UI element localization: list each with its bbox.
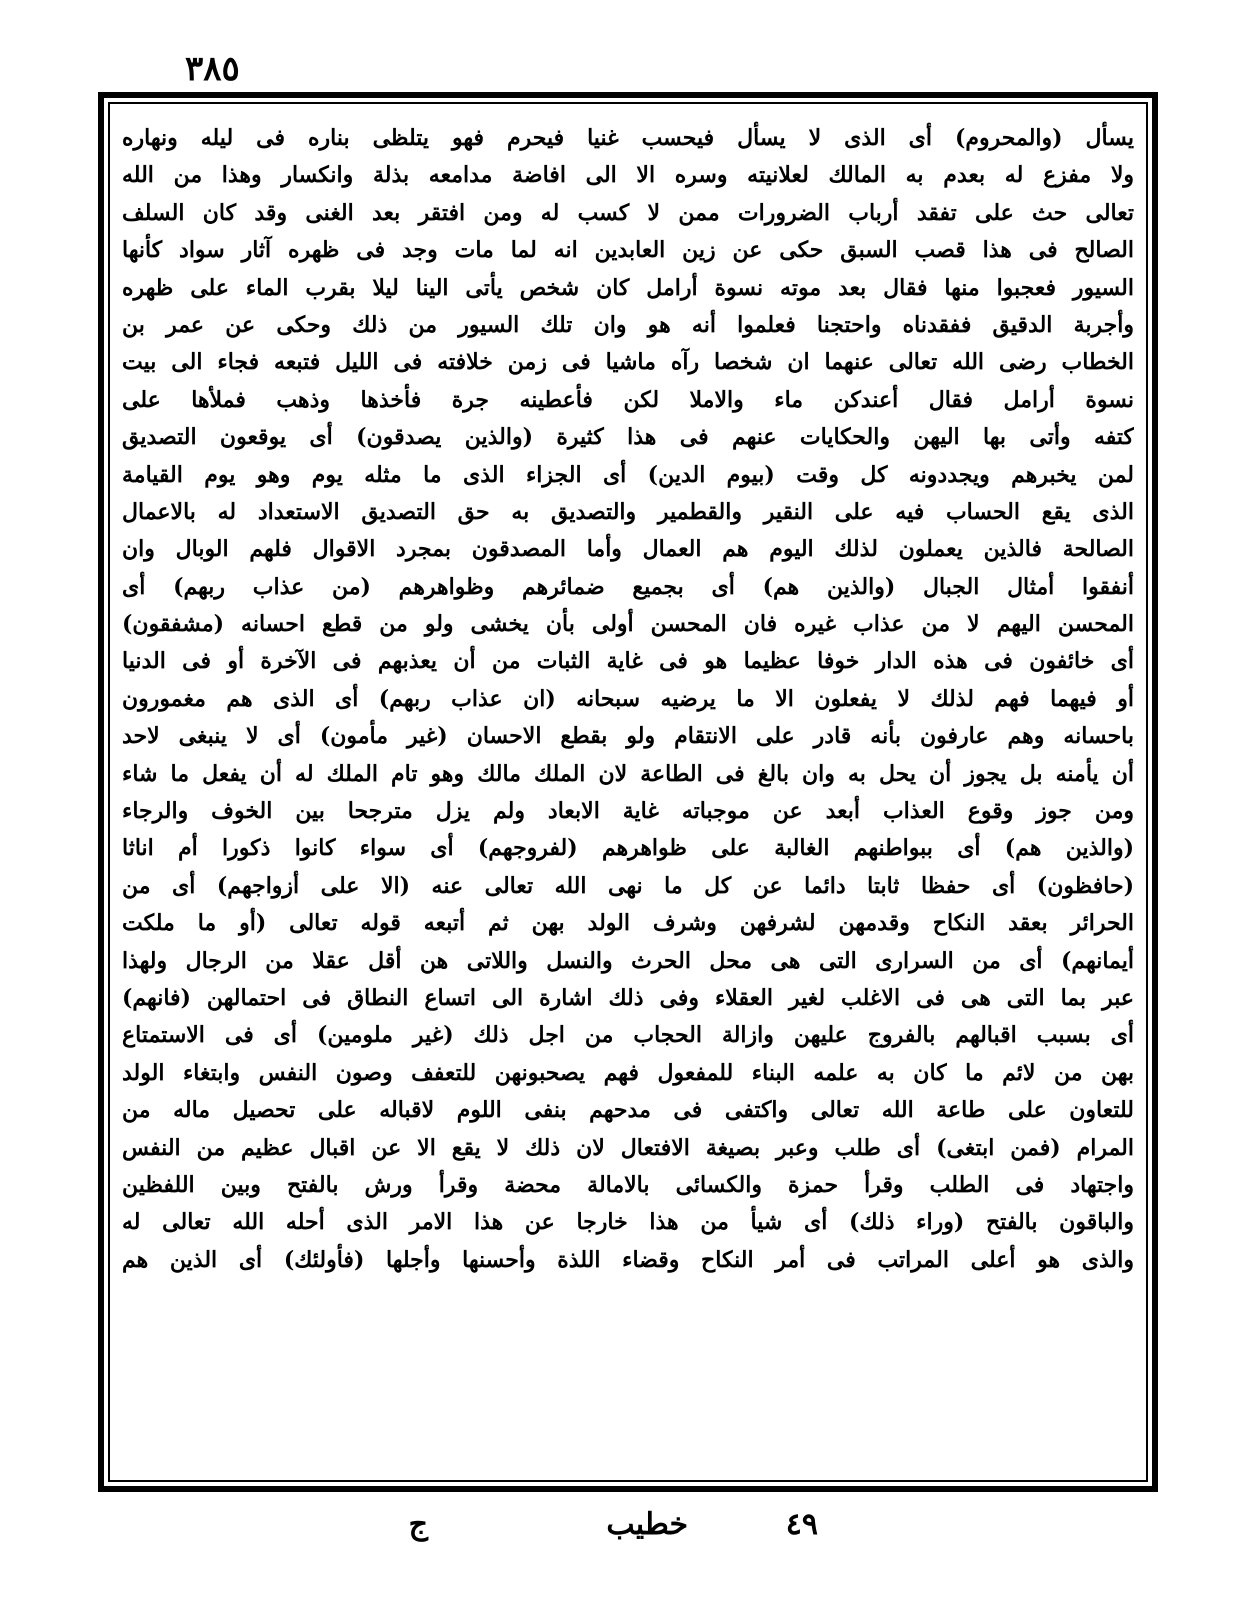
- text-line: واجتهاد فى الطلب وقرأ حمزة والكسائى بالامالة محضة وقرأ ورش بالفتح وبين اللفظين: [122, 1171, 1134, 1198]
- text-line: يسأل (والمحروم) أى الذى لا يسأل فيحسب غنيا فيحرم فهو يتلظى بناره فى ليله ونهاره: [122, 125, 1134, 151]
- text-line: المرام (فمن ابتغى) أى طلب وعبر بصيغة الافتعال لان ذلك لا يقع الا عن اقبال عظيم من النفس: [122, 1134, 1134, 1161]
- text-line: بهن من لائم ما كان به علمه البناء للمفعول فهم يصحبونهن للتعفف وصون النفس وابتغاء الولد: [122, 1059, 1134, 1086]
- text-line: وأجربة الدقيق ففقدناه واحتجنا فعلموا أنه هو وان تلك السيور من ذلك وحكى عن عمر بن: [122, 311, 1134, 338]
- text-line: (حافظون) أى حفظا ثابتا دائما عن كل ما نهى الله تعالى عنه (الا على أزواجهم) أى من: [122, 872, 1134, 899]
- footer-signature-number: ٤٩: [785, 1507, 818, 1542]
- text-line: ولا مفزع له بعدم به المالك لعلانيته وسره الا الى افاضة مدامعه بذلة وانكسار وهذا من الله: [122, 162, 1134, 189]
- main-text-block: [122, 120, 1134, 1472]
- text-line: أو فيهما فهم لذلك لا يفعلون الا ما يرضيه سبحانه (ان عذاب ربهم) أى الذى هم مغمورون: [122, 685, 1134, 712]
- text-line: الصالحة فالذين يعملون لذلك اليوم هم العمال وأما المصدقون بمجرد الاقوال فلهم الوبال وان: [122, 536, 1134, 563]
- text-line: أن يأمنه بل يجوز أن يحل به وان بالغ فى الطاعة لان الملك مالك وهو تام الملك له أن يفعل ما شاء: [122, 760, 1134, 787]
- text-line: أى بسبب اقبالهم بالفروج عليهن وازالة الحجاب من اجل ذلك (غير ملومين) أى فى الاستمتاع: [122, 1022, 1134, 1049]
- page-footer: [98, 1500, 1158, 1550]
- text-line: الحرائر بعقد النكاح وقدمهن لشرفهن وشرف الولد بهن ثم أتبعه قوله تعالى (أو ما ملكت: [122, 910, 1134, 937]
- text-line: (والذين هم) أى ببواطنهم الغالبة على ظواهرهم (لفروجهم) أى سواء كانوا ذكورا أم اناثا: [122, 835, 1134, 862]
- text-line: المحسن اليهم لا من عذاب غيره فان المحسن أولى بأن يخشى ولو من قطع احسانه (مشفقون): [122, 611, 1134, 638]
- text-line: أيمانهم) أى من السرارى التى هى محل الحرث والنسل واللاتى هن أقل عقلا من الرجال ولهذا: [122, 947, 1134, 974]
- text-line: نسوة أرامل فقال أعندكن ماء والاملا لكن فأعطينه جرة فأخذها وذهب فملأها على: [122, 386, 1134, 413]
- footer-volume-letter: ج: [408, 1507, 428, 1542]
- text-line: الخطاب رضى الله تعالى عنهما ان شخصا رآه ماشيا فى زمن خلافته فى الليل فتبعه فجاء الى بيت: [122, 349, 1134, 376]
- text-line: لمن يخبرهم ويجددونه كل وقت (بيوم الدين) أى الجزاء الذى ما مثله يوم وهو يوم القيامة: [122, 461, 1134, 488]
- text-line: أى خائفون فى هذه الدار خوفا عظيما هو فى غاية الثبات من أن يعذبهم فى الآخرة أو فى الدنيا: [122, 648, 1134, 675]
- text-line: باحسانه وهم عارفون بأنه قادر على الانتقام ولو بقطع الاحسان (غير مأمون) أى لا ينبغى لاحد: [122, 723, 1134, 750]
- text-line: كتفه وأتى بها اليهن والحكايات عنهم فى هذا كثيرة (والذين يصدقون) أى يوقعون التصديق: [122, 424, 1134, 451]
- text-line: والباقون بالفتح (وراء ذلك) أى شيأ من هذا خارجا عن هذا الامر الذى أحله الله تعالى له: [122, 1209, 1134, 1236]
- text-line: والذى هو أعلى المراتب فى أمر النكاح وقضاء اللذة وأحسنها وأجلها (فأولئك) أى الذين هم: [122, 1246, 1134, 1273]
- text-line: للتعاون على طاعة الله تعالى واكتفى فى مدحهم بنفى اللوم لاقباله على تحصيل ماله من: [122, 1097, 1134, 1124]
- text-line: تعالى حث على تفقد أرباب الضرورات ممن لا كسب له ومن افتقر بعد الغنى وقد كان السلف: [122, 199, 1134, 226]
- page-number: ٣٨٥: [185, 49, 240, 89]
- text-line: الصالح فى هذا قصب السبق حكى عن زين العابدين انه لما مات وجد فى ظهره آثار سواد كأنها: [122, 237, 1134, 264]
- text-line: أنفقوا أمثال الجبال (والذين هم) أى بجميع ضمائرهم وظواهرهم (من عذاب ربهم) أى: [122, 573, 1134, 600]
- footer-book-title: خطيب: [606, 1507, 688, 1542]
- text-line: ومن جوز وقوع العذاب أبعد عن موجباته غاية الابعاد ولم يزل مترجحا بين الخوف والرجاء: [122, 798, 1134, 825]
- text-line: الذى يقع الحساب فيه على النقير والقطمير والتصديق به حق التصديق الاستعداد له بالاعمال: [122, 498, 1134, 525]
- text-line: السيور فعجبوا منها فقال بعد موته نسوة أرامل كان شخص يأتى الينا ليلا بقرب الماء على ظهره: [122, 274, 1134, 301]
- text-line: عبر بما التى هى فى الاغلب لغير العقلاء وفى ذلك اشارة الى اتساع النطاق فى احتمالهن (فانهم): [122, 984, 1134, 1011]
